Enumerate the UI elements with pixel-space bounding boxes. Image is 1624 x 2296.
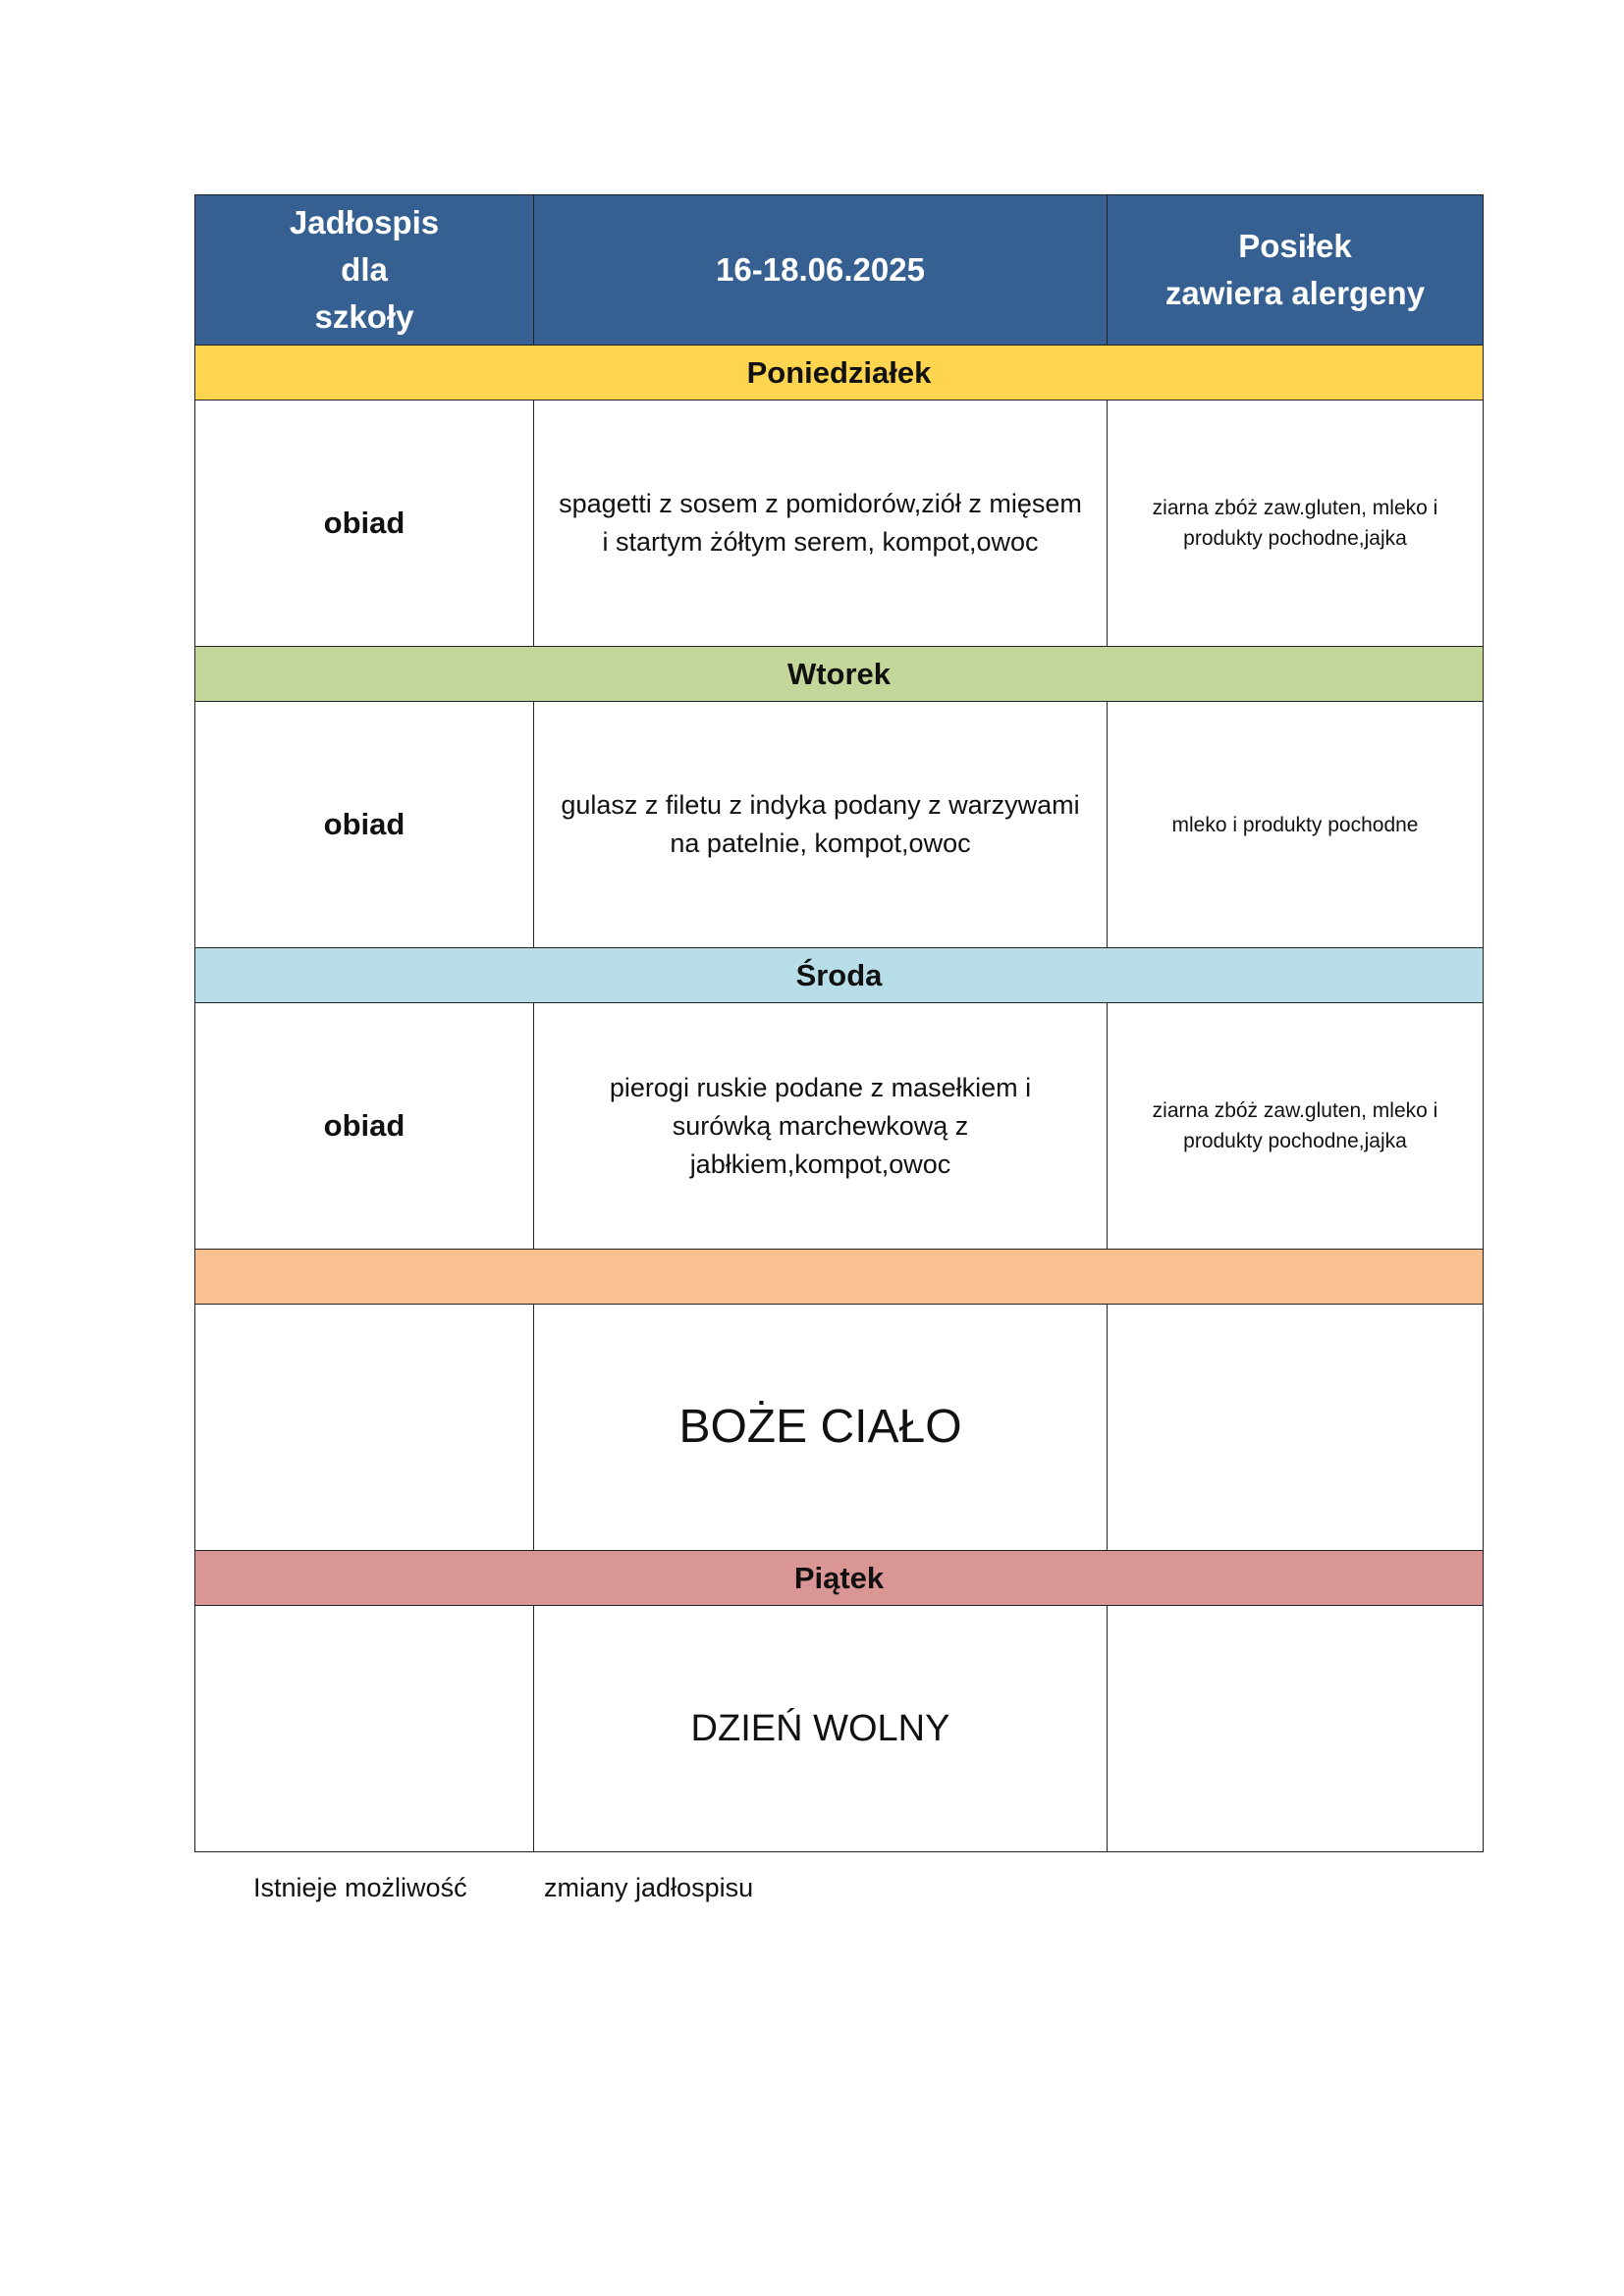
meal-row-tuesday [195, 702, 1484, 948]
allergens-header-line: zawiera alergeny [1164, 275, 1426, 311]
day-row-monday [195, 346, 1484, 400]
day-off-cell: DZIEŃ WOLNY [534, 1606, 1108, 1852]
menu-table [194, 194, 1484, 1852]
date-range: 16-18.06.2025 [716, 251, 925, 288]
dish-line: na patelnie, kompot,owoc [670, 828, 971, 858]
holiday-cell: BOŻE CIAŁO [534, 1305, 1108, 1551]
day-row-friday [195, 1551, 1484, 1606]
meal-row-wednesday [195, 1003, 1484, 1250]
dish-line: spagetti z sosem z pomidorów,ziół z mięsem [559, 489, 1082, 518]
allergens-cell: mleko i produkty pochodne [1108, 702, 1484, 948]
menu-title-line: Jadłospis [289, 204, 440, 240]
day-row-thursday [195, 1250, 1484, 1305]
menu-title-line: szkoły [314, 298, 414, 335]
menu-title-line: dla [341, 251, 388, 288]
meal-row-monday [195, 400, 1484, 647]
header-row [195, 195, 1484, 346]
allergens-cell [1108, 400, 1484, 647]
dish-line: jabłkiem,kompot,owoc [689, 1148, 951, 1179]
footer-note-part2: zmiany jadłospisu [544, 1873, 754, 1902]
day-row-wednesday [195, 948, 1484, 1003]
footer-note-part1: Istnieje możliwość [253, 1873, 467, 1902]
meal-label: obiad [195, 400, 534, 647]
allergens-line: ziarna zbóż zaw.gluten, mleko i [1152, 1099, 1438, 1122]
dish-line: surówką marchewkową z [672, 1110, 969, 1141]
empty-cell [1108, 1305, 1484, 1551]
allergens-header-cell [1108, 195, 1484, 346]
dish-line: gulasz z filetu z indyka podany z warzywami [561, 790, 1080, 820]
dish-line: i startym żółtym serem, kompot,owoc [602, 527, 1039, 557]
menu-title-cell [195, 195, 534, 346]
day-row-tuesday [195, 647, 1484, 702]
allergens-cell [1108, 1003, 1484, 1250]
dish-cell [534, 400, 1108, 647]
allergens-header-line: Posiłek [1238, 228, 1352, 264]
dish-cell [534, 702, 1108, 948]
day-name: Poniedziałek [195, 346, 1484, 400]
empty-cell [195, 1606, 534, 1852]
meal-label: obiad [195, 1003, 534, 1250]
empty-cell [195, 1305, 534, 1551]
meal-row-friday [195, 1606, 1484, 1852]
day-name [195, 1250, 1484, 1305]
day-name: Środa [195, 948, 1484, 1003]
allergens-line: produkty pochodne,jajka [1183, 527, 1407, 550]
date-range-cell [534, 195, 1108, 346]
day-name: Piątek [195, 1551, 1484, 1606]
dish-line: pierogi ruskie podane z masełkiem i [609, 1072, 1032, 1102]
day-name: Wtorek [195, 647, 1484, 702]
meal-row-thursday [195, 1305, 1484, 1551]
meal-label: obiad [195, 702, 534, 948]
allergens-line: produkty pochodne,jajka [1183, 1130, 1407, 1152]
empty-cell [1108, 1606, 1484, 1852]
dish-cell [534, 1003, 1108, 1250]
allergens-line: ziarna zbóż zaw.gluten, mleko i [1152, 497, 1438, 519]
